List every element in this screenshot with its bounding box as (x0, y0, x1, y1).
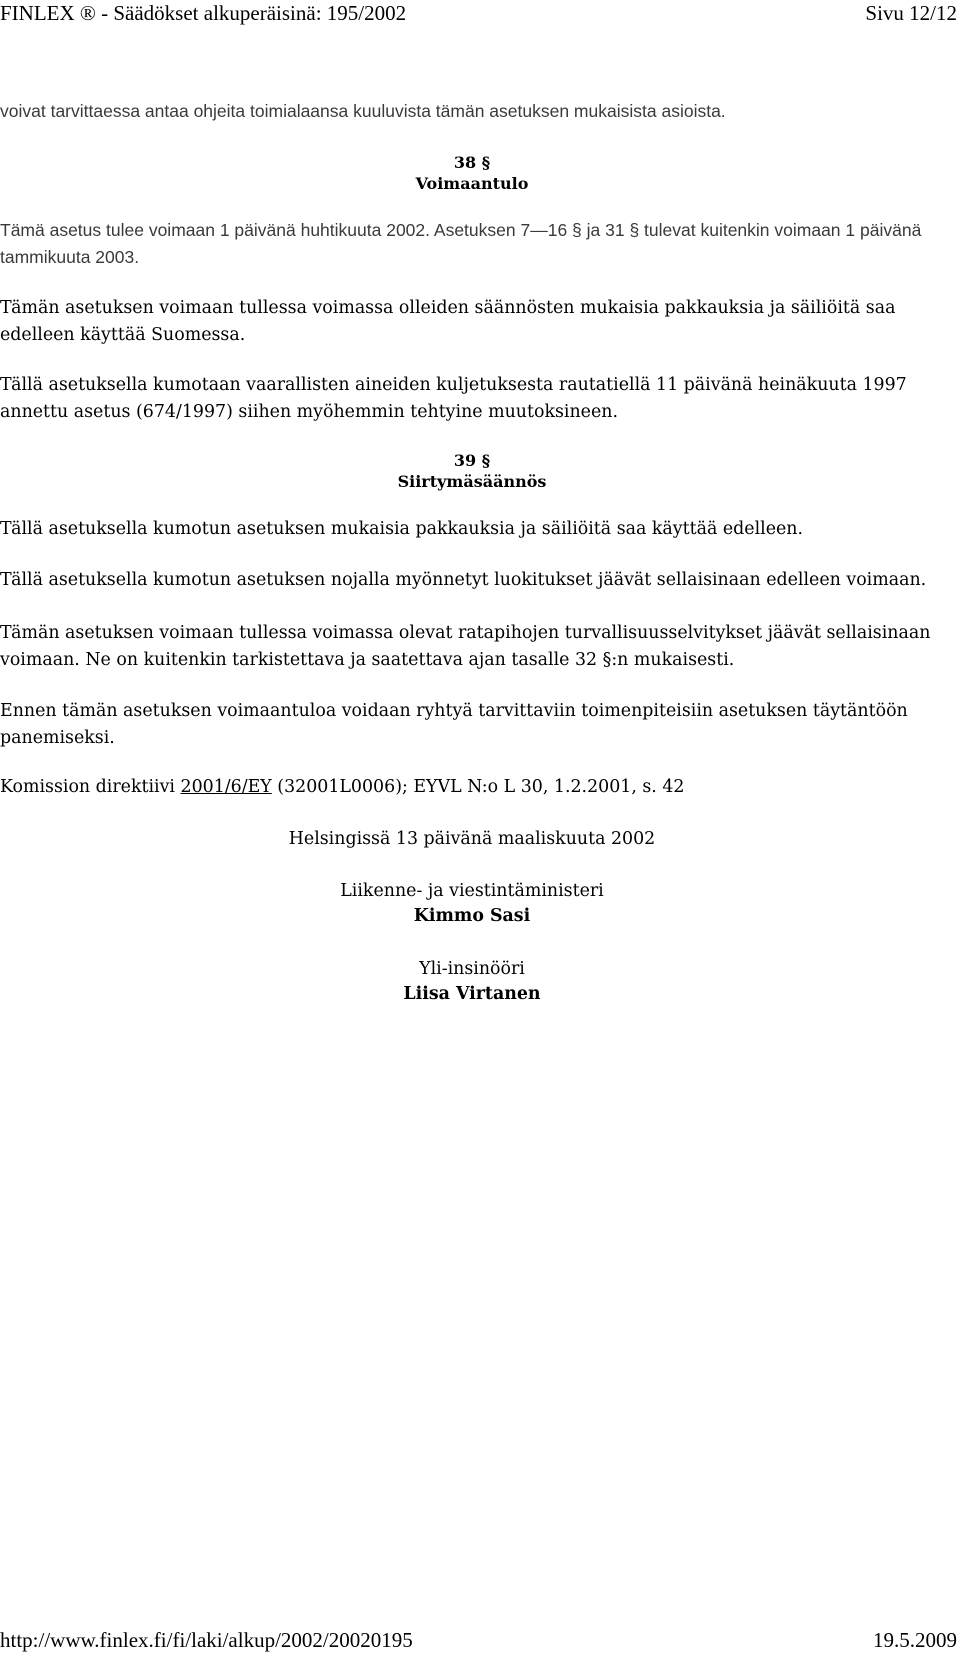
signature-official-title: Yli-insinööri (419, 959, 525, 979)
header-page-number: Sivu 12/12 (865, 1, 957, 25)
section-39-paragraph-1: Tällä asetuksella kumotun asetuksen mukaisia pakkauksia ja säiliöitä saa käyttää edelleen. (0, 519, 804, 539)
directive-suffix: (32001L0006); EYVL N:o L 30, 1.2.2001, s. 42 (271, 777, 685, 797)
section-39-title: Siirtymäsäännös (397, 472, 547, 491)
signature-minister-title: Liikenne- ja viestintäministeri (340, 881, 604, 901)
section-39-paragraph-4: Ennen tämän asetuksen voimaantuloa voidaan ryhtyä tarvittaviin toimenpiteisiin asetuksen täytäntöön panemiseksi. (0, 701, 908, 748)
signature-minister-name: Kimmo Sasi (413, 906, 531, 926)
section-38-paragraph-3: Tällä asetuksella kumotaan vaarallisten aineiden kuljetuksesta rautatiellä 11 päivänä heinäkuuta 1997 annettu asetus (674/1997) siihen myöhemmin tehtyine muutoksineen. (0, 375, 907, 422)
footer-url: http://www.finlex.fi/fi/laki/alkup/2002/20020195 (0, 1628, 413, 1652)
section-38-title: Voimaantulo (415, 174, 529, 193)
page-header (0, 1, 960, 27)
section-38-number: 38 § (453, 153, 491, 172)
signature-official-name: Liisa Virtanen (403, 984, 541, 1004)
section-38-paragraph-1: Tämä asetus tulee voimaan 1 päivänä huhtikuuta 2002. Asetuksen 7—16 § ja 31 § tulevat kuitenkin voimaan 1 päivänä tammikuuta 2003. (0, 220, 922, 267)
directive-prefix: Komission direktiivi (0, 777, 181, 797)
section-38-paragraph-2: Tämän asetuksen voimaan tullessa voimassa olleiden säännösten mukaisia pakkauksia ja säiliöitä saa edelleen käyttää Suomessa. (0, 298, 896, 345)
page-footer (0, 1628, 960, 1654)
directive-link[interactable]: 2001/6/EY (180, 777, 272, 797)
section-39-paragraph-3: Tämän asetuksen voimaan tullessa voimassa olevat ratapihojen turvallisuusselvitykset jäävät sellaisinaan voimaan. Ne on kuitenkin tarkistettava ja saatettava ajan tasalle 32 §:n mukaisesti. (0, 623, 931, 670)
directive-reference (0, 774, 944, 801)
header-title: FINLEX ® - Säädökset alkuperäisinä: 195/2002 (0, 1, 407, 25)
section-39-paragraph-2: Tällä asetuksella kumotun asetuksen nojalla myönnetyt luokitukset jäävät sellaisinaan edelleen voimaan. (0, 570, 927, 590)
section-39-number: 39 § (453, 451, 491, 470)
signature-place-date: Helsingissä 13 päivänä maaliskuuta 2002 (288, 829, 656, 849)
footer-date: 19.5.2009 (873, 1628, 957, 1652)
intro-paragraph: voivat tarvittaessa antaa ohjeita toimialaansa kuuluvista tämän asetuksen mukaisista asioista. (0, 101, 726, 121)
